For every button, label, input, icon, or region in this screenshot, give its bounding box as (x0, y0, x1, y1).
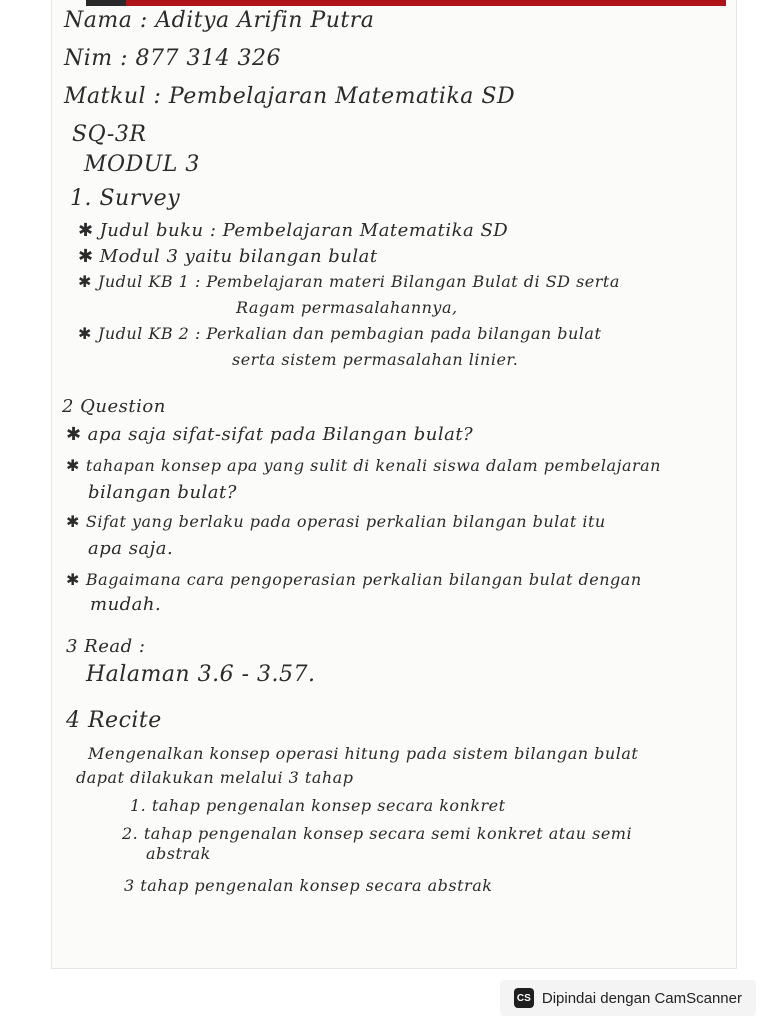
question-item-text: Sifat yang berlaku pada operasi perkalian bilangan bulat itu (85, 512, 606, 531)
question-item-continued: apa saja. (88, 538, 174, 559)
method-title: SQ-3R (72, 122, 147, 147)
survey-item-text: Modul 3 yaitu bilangan bulat (99, 246, 378, 267)
question-item-text: Bagaimana cara pengoperasian perkalian bilangan bulat dengan (85, 570, 642, 589)
survey-heading: 1. Survey (70, 186, 181, 211)
student-nim: Nim : 877 314 326 (64, 46, 282, 71)
star-icon: ✱ (78, 246, 94, 267)
course-name: Matkul : Pembelajaran Matematika SD (64, 84, 516, 109)
recite-step: 1. tahap pengenalan konsep secara konkret (130, 796, 506, 815)
camscanner-watermark (500, 980, 756, 1016)
read-heading: 3 Read : (66, 636, 146, 657)
survey-item-text: Judul buku : Pembelajaran Matematika SD (99, 220, 509, 241)
recite-heading: 4 Recite (66, 708, 162, 733)
star-icon: ✱ (66, 512, 80, 531)
survey-item (78, 324, 601, 343)
question-item (66, 456, 661, 475)
star-icon: ✱ (66, 424, 82, 445)
recite-step-continued: abstrak (146, 844, 211, 863)
question-item (66, 570, 642, 589)
question-heading: 2 Question (62, 396, 166, 417)
survey-item (78, 246, 378, 267)
module-title: MODUL 3 (84, 152, 200, 177)
star-icon: ✱ (78, 272, 92, 291)
question-item-continued: mudah. (90, 594, 162, 615)
question-item (66, 512, 606, 531)
student-name: Nama : Aditya Arifin Putra (64, 8, 375, 33)
star-icon: ✱ (78, 220, 94, 241)
question-item-text: tahapan konsep apa yang sulit di kenali siswa dalam pembelajaran (85, 456, 661, 475)
watermark-text: Dipindai dengan CamScanner (541, 989, 742, 1007)
read-pages: Halaman 3.6 - 3.57. (86, 662, 316, 687)
recite-step: 2. tahap pengenalan konsep secara semi konkret atau semi (122, 824, 633, 843)
recite-intro: dapat dilakukan melalui 3 tahap (76, 768, 354, 787)
question-item-text: apa saja sifat-sifat pada Bilangan bulat? (87, 424, 474, 445)
question-item (66, 424, 473, 445)
survey-item-continued: Ragam permasalahannya, (236, 298, 458, 317)
page-top-edge (86, 0, 726, 6)
star-icon: ✱ (66, 456, 80, 475)
star-icon: ✱ (78, 324, 92, 343)
survey-item-text: Judul KB 1 : Pembelajaran materi Bilangan Bulat di SD serta (97, 272, 620, 291)
star-icon: ✱ (66, 570, 80, 589)
survey-item (78, 272, 620, 291)
recite-intro: Mengenalkan konsep operasi hitung pada sistem bilangan bulat (88, 744, 639, 763)
survey-item-continued: serta sistem permasalahan linier. (232, 350, 519, 369)
question-item-continued: bilangan bulat? (88, 482, 237, 503)
survey-item (78, 220, 508, 241)
survey-item-text: Judul KB 2 : Perkalian dan pembagian pada bilangan bulat (97, 324, 602, 343)
camscanner-logo-icon: CS (514, 988, 534, 1008)
recite-step: 3 tahap pengenalan konsep secara abstrak (124, 876, 493, 895)
